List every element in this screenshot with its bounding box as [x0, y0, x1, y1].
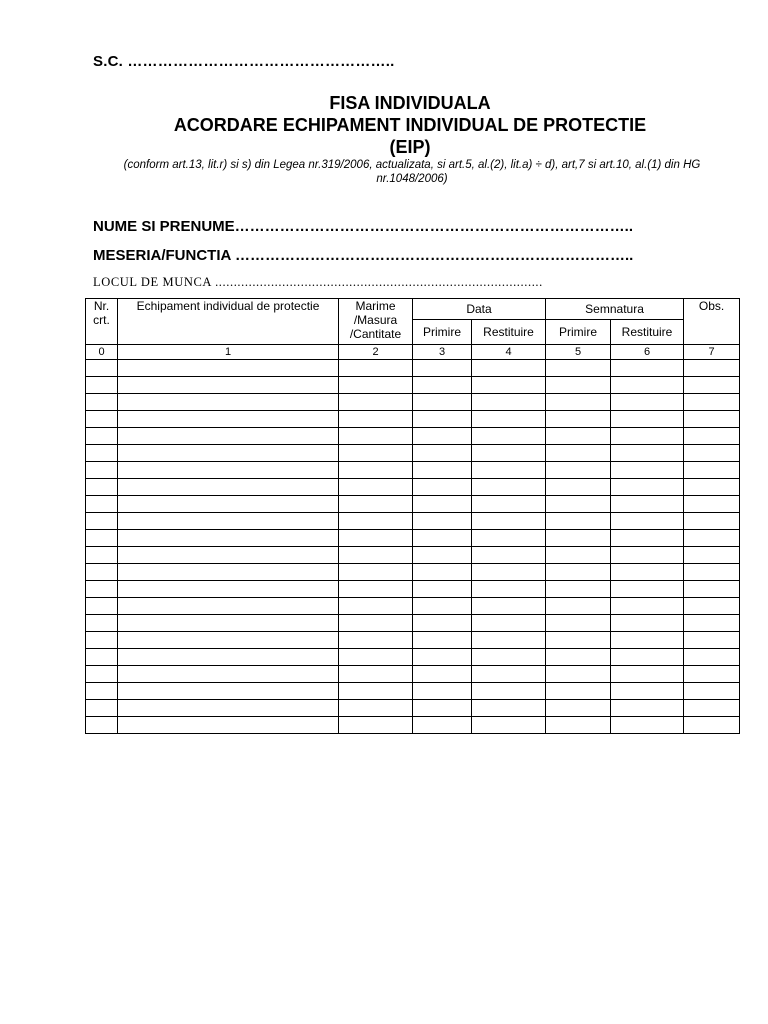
table-row: [86, 479, 740, 496]
table-row: [86, 598, 740, 615]
table-cell: [684, 717, 740, 734]
table-cell: [413, 683, 472, 700]
table-cell: [472, 615, 546, 632]
table-cell: [339, 581, 413, 598]
table-cell: [118, 496, 339, 513]
table-cell: [546, 564, 611, 581]
table-cell: [86, 615, 118, 632]
table-cell: [86, 581, 118, 598]
table-cell: [413, 377, 472, 394]
table-cell: [339, 598, 413, 615]
table-cell: [118, 615, 339, 632]
table-cell: [684, 564, 740, 581]
table-cell: [86, 598, 118, 615]
table-cell: [339, 462, 413, 479]
table-cell: [546, 377, 611, 394]
table-cell: [684, 445, 740, 462]
column-index: 0: [86, 345, 118, 360]
table-cell: [339, 649, 413, 666]
table-cell: [684, 513, 740, 530]
table-cell: [684, 394, 740, 411]
table-cell: [413, 700, 472, 717]
table-cell: [611, 564, 684, 581]
table-cell: [611, 462, 684, 479]
table-cell: [611, 615, 684, 632]
table-cell: [611, 683, 684, 700]
table-cell: [684, 360, 740, 377]
table-cell: [546, 530, 611, 547]
table-cell: [413, 394, 472, 411]
name-field: NUME SI PRENUME……………………………………………………………………..: [93, 218, 634, 235]
table-cell: [118, 632, 339, 649]
legal-reference: (conform art.13, lit.r) si s) din Legea nr.319/2006, actualizata, si art.5, al.(2), lit.a) ÷ d), art,7 si art.10, al.(1) din HG nr.1048/2006): [123, 159, 701, 185]
table-cell: [472, 700, 546, 717]
subheader-restituire-data: Restituire: [472, 320, 546, 345]
table-cell: [413, 717, 472, 734]
table-cell: [611, 530, 684, 547]
table-cell: [472, 547, 546, 564]
table-cell: [546, 615, 611, 632]
table-cell: [86, 717, 118, 734]
table-cell: [86, 377, 118, 394]
table-cell: [86, 649, 118, 666]
table-cell: [472, 377, 546, 394]
title-block: [80, 92, 740, 158]
form-title-line2: ACORDARE ECHIPAMENT INDIVIDUAL DE PROTECTIE: [173, 115, 647, 135]
table-cell: [472, 564, 546, 581]
table-cell: [684, 615, 740, 632]
table-cell: [546, 462, 611, 479]
table-cell: [611, 581, 684, 598]
table-cell: [611, 632, 684, 649]
table-cell: [472, 411, 546, 428]
table-cell: [118, 530, 339, 547]
column-index: 4: [472, 345, 546, 360]
table-cell: [118, 564, 339, 581]
table-cell: [611, 547, 684, 564]
table-cell: [684, 683, 740, 700]
table-row: [86, 462, 740, 479]
table-cell: [339, 564, 413, 581]
table-cell: [86, 360, 118, 377]
table-cell: [86, 411, 118, 428]
table-cell: [413, 649, 472, 666]
column-index: 2: [339, 345, 413, 360]
table-cell: [86, 496, 118, 513]
table-cell: [684, 428, 740, 445]
table-cell: [472, 360, 546, 377]
table-cell: [118, 377, 339, 394]
subheader-primire-semnatura: Primire: [546, 320, 611, 345]
table-cell: [546, 598, 611, 615]
table-cell: [684, 479, 740, 496]
table-cell: [339, 496, 413, 513]
table-row: [86, 428, 740, 445]
table-cell: [546, 445, 611, 462]
form-title-line3: (EIP): [389, 137, 431, 157]
table-cell: [413, 598, 472, 615]
table-cell: [118, 717, 339, 734]
table-cell: [413, 615, 472, 632]
table-cell: [546, 581, 611, 598]
table-cell: [413, 513, 472, 530]
table-cell: [472, 717, 546, 734]
table-cell: [684, 649, 740, 666]
table-cell: [118, 683, 339, 700]
table-cell: [546, 683, 611, 700]
table-cell: [472, 462, 546, 479]
table-cell: [86, 445, 118, 462]
table-cell: [546, 394, 611, 411]
table-cell: [684, 411, 740, 428]
table-cell: [86, 666, 118, 683]
table-cell: [413, 428, 472, 445]
table-cell: [472, 479, 546, 496]
table-cell: [684, 598, 740, 615]
table-cell: [118, 411, 339, 428]
table-cell: [339, 513, 413, 530]
table-cell: [611, 377, 684, 394]
table-cell: [611, 411, 684, 428]
table-cell: [684, 581, 740, 598]
table-cell: [339, 394, 413, 411]
table-cell: [339, 615, 413, 632]
table-row: [86, 394, 740, 411]
table-cell: [611, 394, 684, 411]
table-cell: [611, 513, 684, 530]
form-title: FISA INDIVIDUALA: [329, 93, 491, 113]
table-cell: [611, 700, 684, 717]
table-cell: [546, 360, 611, 377]
table-cell: [86, 462, 118, 479]
table-cell: [472, 598, 546, 615]
table-cell: [684, 377, 740, 394]
table-row: [86, 683, 740, 700]
table-cell: [413, 547, 472, 564]
table-cell: [472, 513, 546, 530]
table-cell: [611, 666, 684, 683]
table-cell: [339, 479, 413, 496]
table-cell: [118, 428, 339, 445]
table-row: [86, 632, 740, 649]
table-cell: [86, 428, 118, 445]
table-row: [86, 513, 740, 530]
table-cell: [546, 666, 611, 683]
table-cell: [339, 428, 413, 445]
table-cell: [684, 462, 740, 479]
table-cell: [118, 394, 339, 411]
table-cell: [86, 564, 118, 581]
column-index: 7: [684, 345, 740, 360]
table-cell: [118, 649, 339, 666]
table-row: [86, 360, 740, 377]
table-cell: [611, 428, 684, 445]
table-row: [86, 547, 740, 564]
table-cell: [472, 428, 546, 445]
table-cell: [339, 411, 413, 428]
table-cell: [684, 547, 740, 564]
table-cell: [118, 445, 339, 462]
table-cell: [339, 700, 413, 717]
table-cell: [684, 700, 740, 717]
table-cell: [86, 513, 118, 530]
table-cell: [413, 445, 472, 462]
table-cell: [611, 445, 684, 462]
table-cell: [684, 496, 740, 513]
table-cell: [472, 649, 546, 666]
table-row: [86, 649, 740, 666]
table-row: [86, 717, 740, 734]
table-row: [86, 700, 740, 717]
table-cell: [611, 649, 684, 666]
table-cell: [472, 496, 546, 513]
table-cell: [546, 513, 611, 530]
table-cell: [86, 530, 118, 547]
table-cell: [413, 479, 472, 496]
workplace-field: LOCUL DE MUNCA ........................................................................................: [93, 275, 543, 289]
column-index-row: [86, 345, 740, 360]
table-header-row: [86, 299, 740, 320]
table-cell: [413, 564, 472, 581]
subheader-restituire-semnatura: Restituire: [611, 320, 684, 345]
table-cell: [118, 581, 339, 598]
table-cell: [472, 581, 546, 598]
table-cell: [472, 394, 546, 411]
table-body: [86, 360, 740, 734]
table-cell: [684, 530, 740, 547]
table-cell: [684, 666, 740, 683]
table-cell: [546, 649, 611, 666]
table-cell: [413, 666, 472, 683]
table-cell: [86, 394, 118, 411]
table-cell: [546, 547, 611, 564]
table-row: [86, 564, 740, 581]
table-cell: [546, 632, 611, 649]
table-cell: [86, 547, 118, 564]
table-cell: [611, 717, 684, 734]
table-cell: [684, 632, 740, 649]
table-cell: [118, 547, 339, 564]
table-cell: [339, 377, 413, 394]
table-cell: [472, 683, 546, 700]
table-cell: [118, 700, 339, 717]
table-cell: [472, 445, 546, 462]
table-cell: [339, 717, 413, 734]
table-cell: [413, 411, 472, 428]
table-row: [86, 377, 740, 394]
table-row: [86, 445, 740, 462]
table-cell: [413, 496, 472, 513]
column-index: 3: [413, 345, 472, 360]
table-cell: [611, 479, 684, 496]
table-cell: [118, 462, 339, 479]
job-field: MESERIA/FUNCTIA ……………………………………………………………………..: [93, 247, 634, 264]
table-row: [86, 411, 740, 428]
table-cell: [546, 496, 611, 513]
equipment-table: [85, 298, 740, 734]
table-cell: [118, 513, 339, 530]
table-cell: [472, 530, 546, 547]
table-cell: [86, 683, 118, 700]
table-row: [86, 496, 740, 513]
column-index: 6: [611, 345, 684, 360]
table-cell: [339, 632, 413, 649]
header-data: Data: [413, 299, 546, 320]
subheader-primire-data: Primire: [413, 320, 472, 345]
table-cell: [86, 700, 118, 717]
table-cell: [118, 666, 339, 683]
header-echipament: Echipament individual de protectie: [118, 299, 339, 345]
table-cell: [472, 632, 546, 649]
header-obs: Obs.: [684, 299, 740, 345]
table-cell: [339, 360, 413, 377]
table-cell: [413, 581, 472, 598]
table-cell: [546, 479, 611, 496]
table-cell: [472, 666, 546, 683]
table-row: [86, 530, 740, 547]
table-cell: [611, 360, 684, 377]
table-cell: [339, 445, 413, 462]
table-cell: [546, 700, 611, 717]
table-cell: [546, 428, 611, 445]
table-row: [86, 615, 740, 632]
table-cell: [118, 479, 339, 496]
table-row: [86, 666, 740, 683]
table-cell: [86, 479, 118, 496]
company-label: S.C. ……………………………………………..: [93, 53, 395, 70]
table-cell: [413, 632, 472, 649]
header-nr-crt: Nr. crt.: [86, 299, 118, 345]
table-cell: [611, 598, 684, 615]
table-cell: [339, 683, 413, 700]
header-semnatura: Semnatura: [546, 299, 684, 320]
table-cell: [413, 530, 472, 547]
table-cell: [118, 598, 339, 615]
table-row: [86, 581, 740, 598]
table-cell: [339, 530, 413, 547]
table-cell: [413, 462, 472, 479]
table-cell: [546, 411, 611, 428]
column-index: 1: [118, 345, 339, 360]
table-cell: [86, 632, 118, 649]
table-cell: [611, 496, 684, 513]
table-cell: [339, 547, 413, 564]
column-index: 5: [546, 345, 611, 360]
table-cell: [339, 666, 413, 683]
table-cell: [546, 717, 611, 734]
header-marime: Marime /Masura /Cantitate: [339, 299, 413, 345]
table-cell: [118, 360, 339, 377]
table-cell: [413, 360, 472, 377]
